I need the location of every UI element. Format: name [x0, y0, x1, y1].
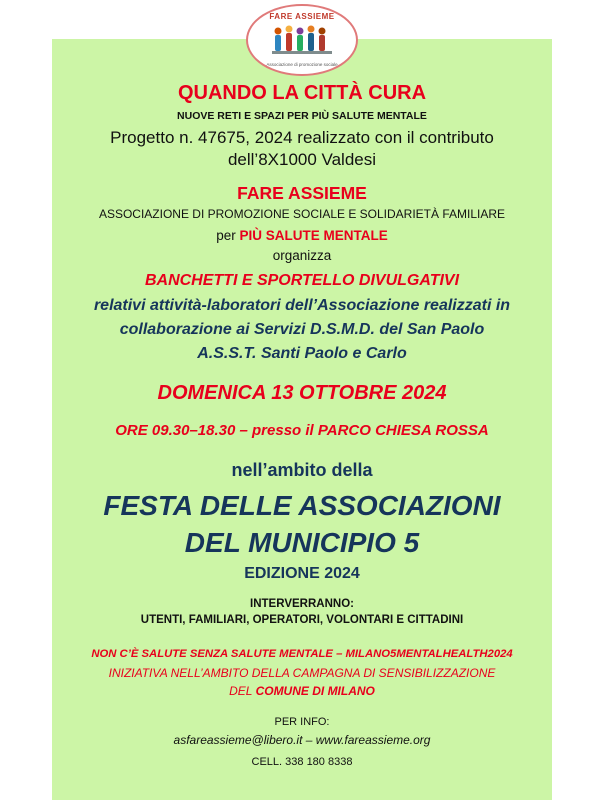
contacts-phone: CELL. 338 180 8338: [251, 756, 353, 768]
people-illustration-icon: [270, 23, 334, 59]
organizer-for-line: [52, 228, 552, 243]
organizer-name: FARE ASSIEME: [237, 183, 367, 203]
activity-line-3: A.S.S.T. Santi Paolo e Carlo: [197, 345, 407, 362]
festival-edition: EDIZIONE 2024: [244, 565, 360, 582]
campaign-line-3-highlight: COMUNE DI MILANO: [255, 684, 375, 698]
event-date: DOMENICA 13 OTTOBRE 2024: [157, 382, 447, 404]
logo-subtitle: Associazione di promozione sociale: [266, 62, 338, 67]
campaign-line-3-prefix: DEL: [229, 684, 256, 698]
organizes-label: organizza: [272, 248, 332, 263]
event-time-place: ORE 09.30–18.30 – presso il PARCO CHIESA ROSSA: [115, 422, 489, 439]
organizer-for-prefix: per: [216, 228, 240, 243]
speakers-list: UTENTI, FAMILIARI, OPERATORI, VOLONTARI E CITTADINI: [140, 614, 464, 626]
fare-assieme-logo: [246, 4, 358, 76]
activity-line-2: collaborazione ai Servizi D.S.M.D. del San Paolo: [119, 321, 485, 338]
campaign-line-3: [52, 684, 552, 698]
festival-title-line-1: FESTA DELLE ASSOCIAZIONI: [103, 490, 501, 521]
logo-title: FARE ASSIEME: [269, 12, 335, 21]
contacts-label: PER INFO:: [274, 716, 330, 728]
campaign-line-2: INIZIATIVA NELL’AMBITO DELLA CAMPAGNA DI SENSIBILIZZAZIONE: [108, 666, 496, 680]
organizer-for-highlight: PIÙ SALUTE MENTALE: [239, 228, 388, 243]
project-line-2: dell’8X1000 Valdesi: [227, 150, 377, 169]
festival-intro: nell’ambito della: [231, 460, 373, 480]
activity-title: BANCHETTI E SPORTELLO DIVULGATIVI: [144, 272, 460, 289]
speakers-label: INTERVERRANNO:: [250, 598, 354, 610]
organizer-description: ASSOCIAZIONE DI PROMOZIONE SOCIALE E SOLIDARIETÀ FAMILIARE: [98, 207, 506, 221]
activity-line-1: relativi attività-laboratori dell’Associazione realizzati in: [93, 297, 511, 314]
main-subtitle: NUOVE RETI E SPAZI PER PIÙ SALUTE MENTALE: [177, 110, 427, 122]
main-title: QUANDO LA CITTÀ CURA: [177, 82, 427, 104]
project-line-1: Progetto n. 47675, 2024 realizzato con il contributo: [110, 128, 494, 147]
campaign-line-1: NON C’È SALUTE SENZA SALUTE MENTALE – MILANO5MENTALHEALTH2024: [91, 648, 513, 660]
contacts-email-web: asfareassieme@libero.it – www.fareassieme.org: [173, 733, 431, 747]
festival-title-line-2: DEL MUNICIPIO 5: [184, 527, 420, 558]
